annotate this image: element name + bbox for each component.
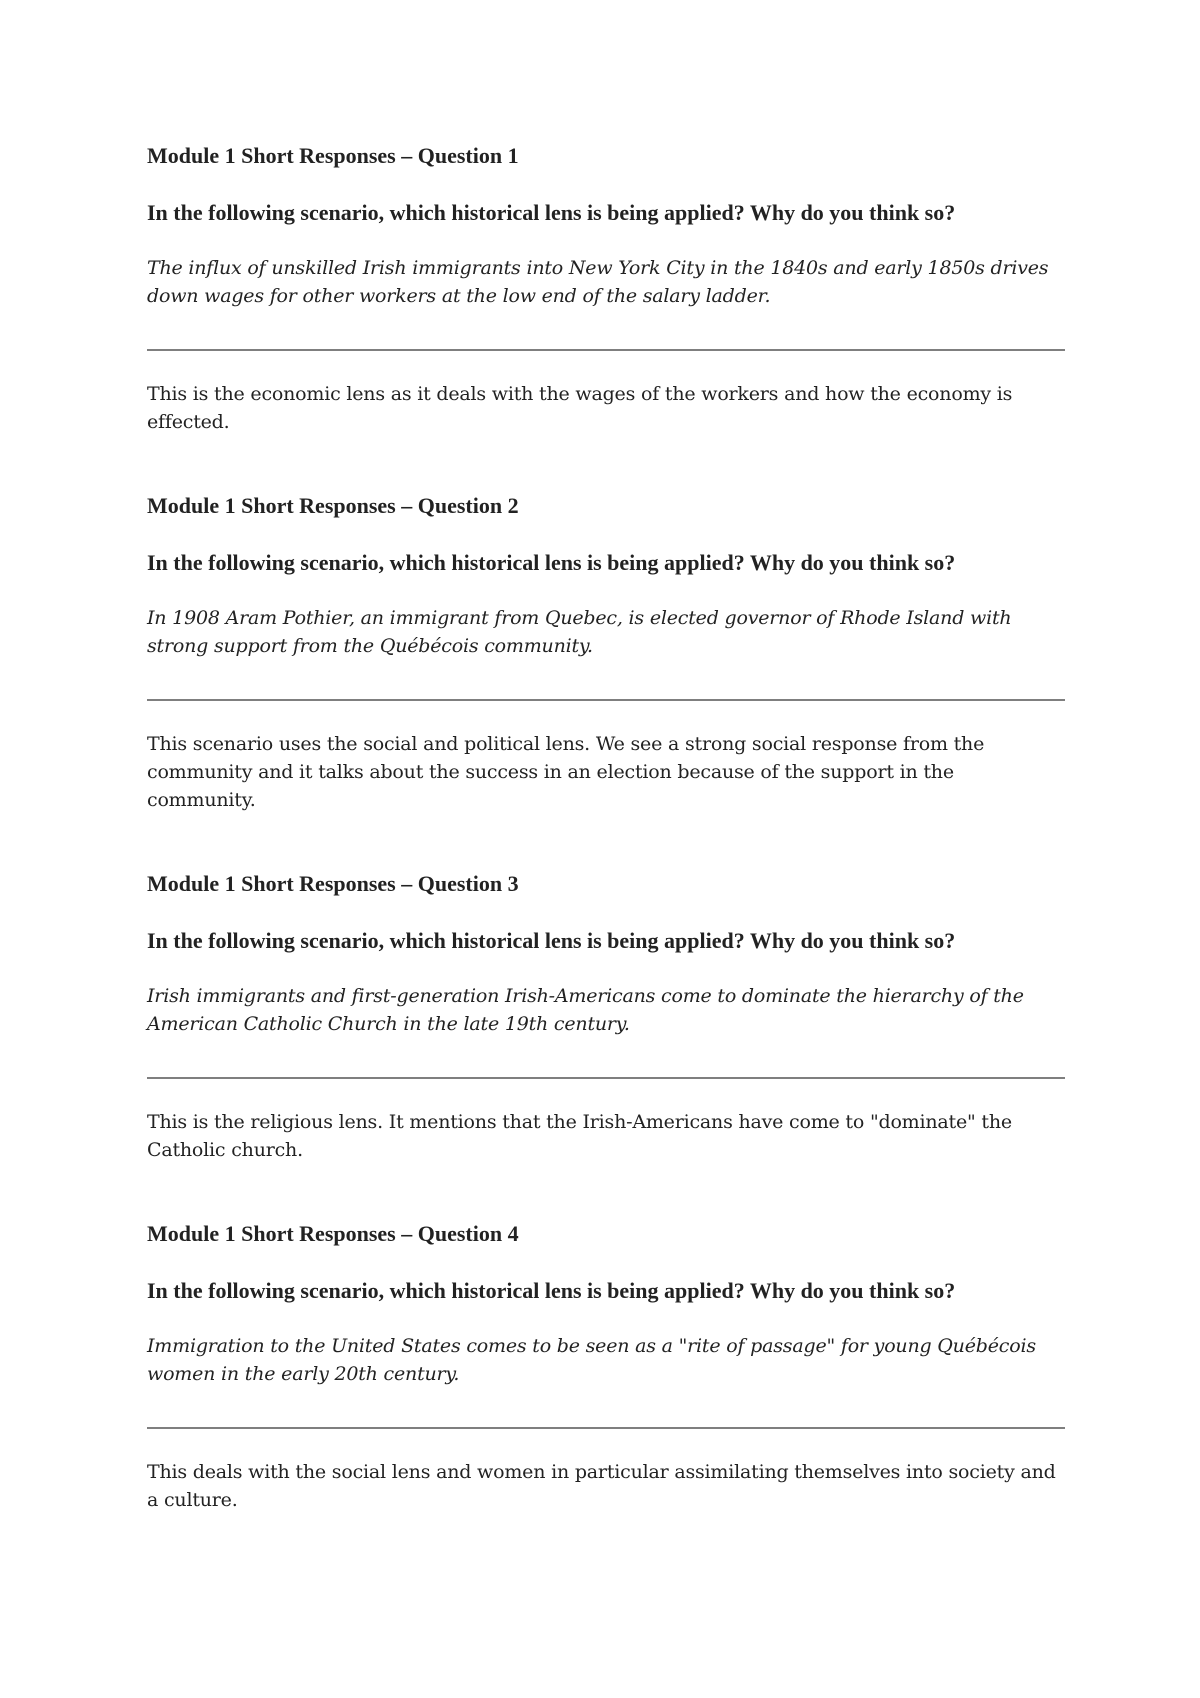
- response-text: This scenario uses the social and political lens. We see a strong social response from the community and it talks about the success in an election because of the support in the community.: [147, 733, 985, 811]
- question-section-3: [147, 870, 1065, 1220]
- section-spacer: [147, 814, 1065, 870]
- section-title: Module 1 Short Responses – Question 2: [147, 493, 519, 518]
- question-prompt: In the following scenario, which historical lens is being applied? Why do you think so?: [147, 928, 956, 953]
- horizontal-divider: [147, 1077, 1065, 1079]
- horizontal-divider: [147, 699, 1065, 701]
- question-section-1: [147, 142, 1065, 492]
- response-text: This is the religious lens. It mentions that the Irish-Americans have come to "dominate" the Catholic church.: [147, 1111, 1012, 1161]
- section-title: Module 1 Short Responses – Question 3: [147, 871, 519, 896]
- response-text: This is the economic lens as it deals with the wages of the workers and how the economy is effected.: [147, 383, 1013, 433]
- question-section-4: [147, 1220, 1065, 1514]
- scenario-text: Immigration to the United States comes to be seen as a "rite of passage" for young Québécois women in the early 20th century.: [147, 1335, 1036, 1385]
- question-prompt: In the following scenario, which historical lens is being applied? Why do you think so?: [147, 1278, 956, 1303]
- section-spacer: [147, 1164, 1065, 1220]
- scenario-text: Irish immigrants and first-generation Irish-Americans come to dominate the hierarchy of the American Catholic Church in the late 19th century.: [147, 985, 1024, 1035]
- question-prompt: In the following scenario, which historical lens is being applied? Why do you think so?: [147, 200, 956, 225]
- section-title: Module 1 Short Responses – Question 4: [147, 1221, 519, 1246]
- section-spacer: [147, 436, 1065, 492]
- section-title: Module 1 Short Responses – Question 1: [147, 143, 519, 168]
- question-prompt: In the following scenario, which historical lens is being applied? Why do you think so?: [147, 550, 956, 575]
- scenario-text: The influx of unskilled Irish immigrants into New York City in the 1840s and early 1850s drives down wages for other workers at the low end of the salary ladder.: [147, 257, 1049, 307]
- scenario-text: In 1908 Aram Pothier, an immigrant from Quebec, is elected governor of Rhode Island with strong support from the Québécois community.: [147, 607, 1012, 657]
- response-text: This deals with the social lens and women in particular assimilating themselves into society and a culture.: [147, 1461, 1056, 1511]
- document-page: [147, 142, 1065, 1514]
- horizontal-divider: [147, 1427, 1065, 1429]
- question-section-2: [147, 492, 1065, 870]
- horizontal-divider: [147, 349, 1065, 351]
